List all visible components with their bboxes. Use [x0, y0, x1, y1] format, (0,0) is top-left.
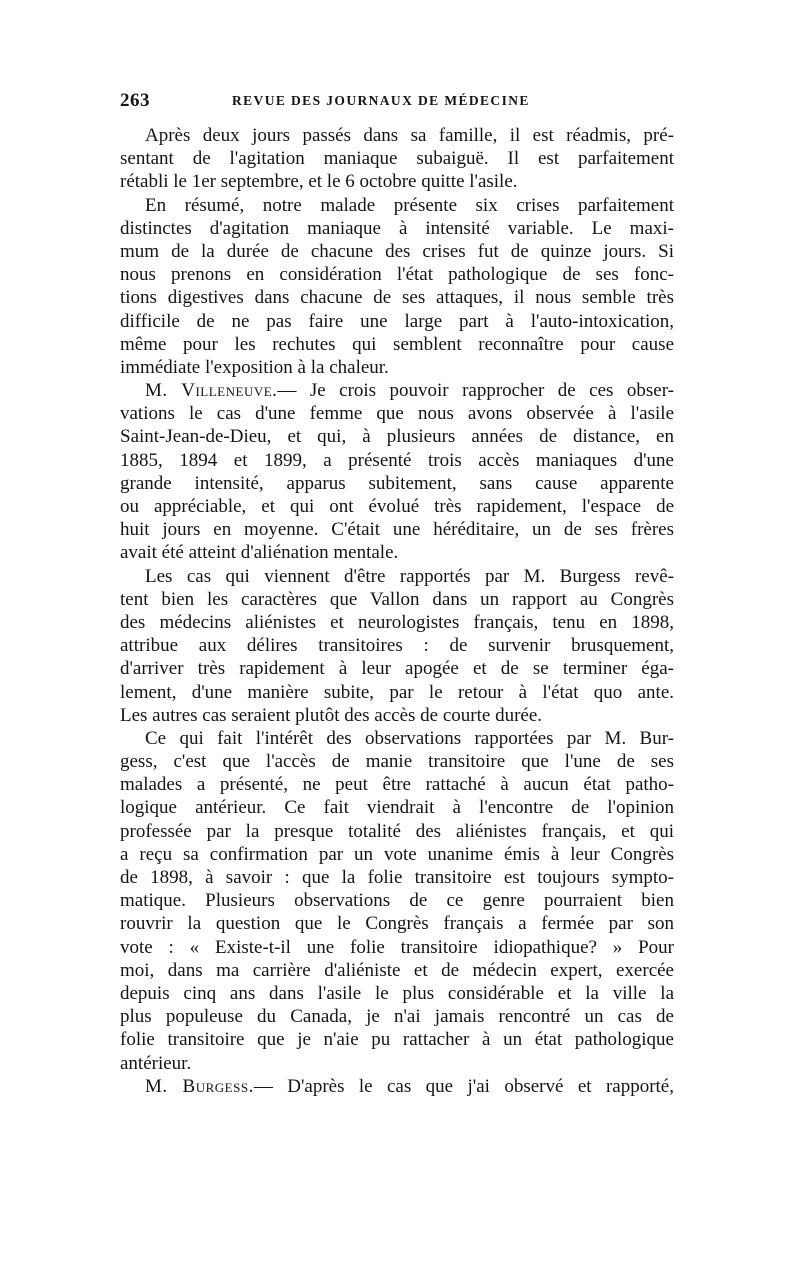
line-text: de 1898, à savoir : que la folie transitoire est toujours sympto- — [120, 867, 674, 888]
line-text: En résumé, notre malade présente six crises parfaitement — [145, 194, 674, 216]
line-text: grande intensité, apparus subitement, sans cause apparente — [120, 472, 674, 494]
line-text: antérieur. — [120, 1052, 192, 1074]
line-text: distinctes d'agitation maniaque à intensité variable. Le maxi- — [120, 217, 674, 239]
line-text: plus populeuse du Canada, je n'ai jamais rencontré un cas de — [120, 1006, 674, 1028]
line-text: d'arriver très rapidement à leur apogée et de se terminer éga- — [120, 658, 674, 680]
text-line — [120, 843, 674, 866]
line-text: — D'après le cas que j'ai observé et rapporté, — [253, 1075, 674, 1097]
line-text: Ce qui fait l'intérêt des observations rapportées par M. Bur- — [145, 727, 674, 749]
body-text — [120, 124, 674, 1098]
text-line — [120, 194, 674, 217]
line-text: des médecins aliénistes et neurologistes français, tenu en 1898, — [120, 611, 674, 633]
text-line — [120, 263, 674, 286]
line-text: lement, d'une manière subite, par le retour à l'état quo ante. — [120, 681, 674, 703]
text-line — [120, 449, 674, 472]
text-line — [120, 124, 674, 147]
text-line — [120, 402, 674, 425]
text-line — [120, 518, 674, 541]
text-line — [120, 1052, 674, 1075]
page-number: 263 — [120, 90, 150, 111]
line-text: tions digestives dans chacune de ses attaques, il nous semble très — [120, 287, 674, 309]
text-line — [120, 310, 674, 333]
text-line — [120, 240, 674, 263]
journal-title: REVUE DES JOURNAUX DE MÉDECINE — [232, 93, 530, 108]
line-text: 1885, 1894 et 1899, a présenté trois accès maniaques d'une — [120, 449, 674, 471]
line-text: immédiate l'exposition à la chaleur. — [120, 356, 389, 378]
text-line — [120, 820, 674, 843]
text-line — [120, 170, 674, 193]
text-line — [120, 634, 674, 657]
line-text: folie transitoire que je n'aie pu rattacher à un état pathologique — [120, 1029, 674, 1051]
text-line — [120, 959, 674, 982]
line-text: ou appréciable, et qui ont évolué très rapidement, l'espace de — [120, 496, 674, 517]
text-line — [120, 588, 674, 611]
text-line — [120, 379, 674, 402]
line-text: gess, c'est que l'accès de manie transitoire que l'une de ses — [120, 751, 674, 773]
line-text: Les cas qui viennent d'être rapportés par M. Burgess revê- — [145, 565, 674, 587]
text-line — [120, 982, 674, 1005]
line-text: professée par la presque totalité des aliénistes français, et qui — [120, 820, 674, 842]
text-line — [120, 541, 674, 564]
line-text: depuis cinq ans dans l'asile le plus considérable et la ville la — [120, 982, 674, 1004]
text-line — [120, 565, 674, 588]
line-text: Après deux jours passés dans sa famille, il est réadmis, pré- — [145, 125, 674, 146]
line-text: a reçu sa confirmation par un vote unanime émis à leur Congrès — [120, 843, 674, 865]
text-line — [120, 1005, 674, 1028]
line-text: — Je crois pouvoir rapprocher de ces obser- — [277, 380, 674, 402]
line-text: huit jours en moyenne. C'était une héréditaire, un de ses frères — [120, 519, 674, 541]
text-line — [120, 425, 674, 448]
line-text: Saint-Jean-de-Dieu, et qui, à plusieurs années de distance, en — [120, 426, 674, 448]
text-line — [120, 472, 674, 495]
text-line — [120, 356, 674, 379]
text-line — [120, 681, 674, 704]
text-line — [120, 147, 674, 170]
line-text: rétabli le 1er septembre, et le 6 octobre quitte l'asile. — [120, 171, 518, 193]
line-text: difficile de ne pas faire une large part à l'auto-intoxication, — [120, 310, 674, 332]
text-line — [120, 657, 674, 680]
line-text: vations le cas d'une femme que nous avons observée à l'asile — [120, 403, 674, 425]
text-line — [120, 750, 674, 773]
text-line — [120, 889, 674, 912]
text-line — [120, 727, 674, 750]
line-text: moi, dans ma carrière d'aliéniste et de médecin expert, exercée — [120, 959, 674, 981]
line-text: nous prenons en considération l'état pathologique de ses fonc- — [120, 264, 674, 286]
text-line — [120, 611, 674, 634]
running-head — [120, 90, 680, 114]
line-text: tent bien les caractères que Vallon dans un rapport au Congrès — [120, 588, 674, 610]
line-text: logique antérieur. Ce fait viendrait à l'encontre de l'opinion — [120, 797, 674, 819]
line-text: Les autres cas seraient plutôt des accès de courte durée. — [120, 704, 543, 726]
line-text: vote : « Existe-t-il une folie transitoire idiopathique? » Pour — [120, 936, 674, 958]
text-line — [120, 912, 674, 935]
text-line — [120, 796, 674, 819]
text-line — [120, 1028, 674, 1051]
text-line — [120, 866, 674, 889]
text-line — [120, 217, 674, 240]
text-line — [120, 333, 674, 356]
line-text: rouvrir la question que le Congrès français a fermée par son — [120, 913, 674, 935]
text-line — [120, 1075, 674, 1098]
line-text: sentant de l'agitation maniaque subaiguë. Il est parfaitement — [120, 148, 674, 170]
text-line — [120, 773, 674, 796]
line-text: même pour les rechutes qui semblent reconnaître pour cause — [120, 333, 674, 355]
speaker-name: M. Burgess. — [145, 1075, 254, 1097]
line-text: attribue aux délires transitoires : de survenir brusquement, — [120, 635, 674, 657]
speaker-name: M. Villeneuve. — [145, 380, 278, 402]
line-text: malades a présenté, ne peut être rattaché à aucun état patho- — [120, 774, 674, 796]
line-text: matique. Plusieurs observations de ce genre pourraient bien — [120, 890, 674, 912]
text-line — [120, 936, 674, 959]
text-line — [120, 495, 674, 518]
text-line — [120, 704, 674, 727]
text-line — [120, 286, 674, 309]
line-text: avait été atteint d'aliénation mentale. — [120, 542, 399, 564]
line-text: mum de la durée de chacune des crises fut de quinze jours. Si — [120, 240, 674, 262]
